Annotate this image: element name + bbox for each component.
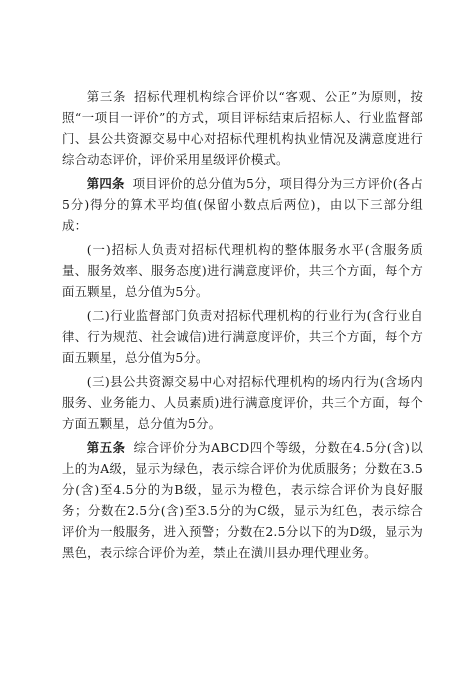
- article-5-text: 综合评价分为ABCD四个等级，分数在4.5分(含)以上的为A级，显示为绿色，表示综合评价为优质服务；分数在3.5分(含)至4.5分的为B级，显示为橙色，表示综合评价为良好服务；分数在2.5分(含)至3.5分的为C级，显示为红色，表示综合评价为一般服务，进入预警；分数在2.5分以下的为D级，显示为黑色，表示综合评价为差，禁止在潢川县办理代理业务。: [62, 440, 423, 560]
- item-3-text: (三)县公共资源交易中心对招标代理机构的场内行为(含场内服务、业务能力、人员素质)进行满意度评价，共三个方面，每个方面五颗星，总分值为5分。: [62, 374, 423, 431]
- article-4-label: 第四条: [86, 176, 125, 191]
- item-2-paragraph: [62, 305, 423, 368]
- article-4-text: 项目评价的总分值为5分，项目得分为三方评价(各占5分)得分的算术平均值(保留小数点后两位)，由以下三部分组成：: [62, 176, 423, 233]
- item-2-text: (二)行业监督部门负责对招标代理机构的行业行为(含行业自律、行为规范、社会诚信)进行满意度评价，共三个方面，每个方面五颗星，总分值为5分。: [62, 308, 423, 365]
- article-5-paragraph: [62, 437, 423, 563]
- item-3-paragraph: [62, 371, 423, 434]
- article-3-paragraph: [62, 86, 423, 170]
- article-3-label: 第三条: [86, 89, 127, 104]
- article-3-text: 招标代理机构综合评价以“客观、公正”为原则，按照“一项目一评价”的方式，项目评标结束后招标人、行业监督部门、县公共资源交易中心对招标代理机构执业情况及满意度进行综合动态评价，评价采用星级评价模式。: [62, 89, 423, 167]
- article-4-paragraph: [62, 173, 423, 236]
- item-1-paragraph: [62, 239, 423, 302]
- item-1-text: (一)招标人负责对招标代理机构的整体服务水平(含服务质量、服务效率、服务态度)进行满意度评价，共三个方面，每个方面五颗星，总分值为5分。: [62, 242, 423, 299]
- article-5-label: 第五条: [86, 440, 126, 455]
